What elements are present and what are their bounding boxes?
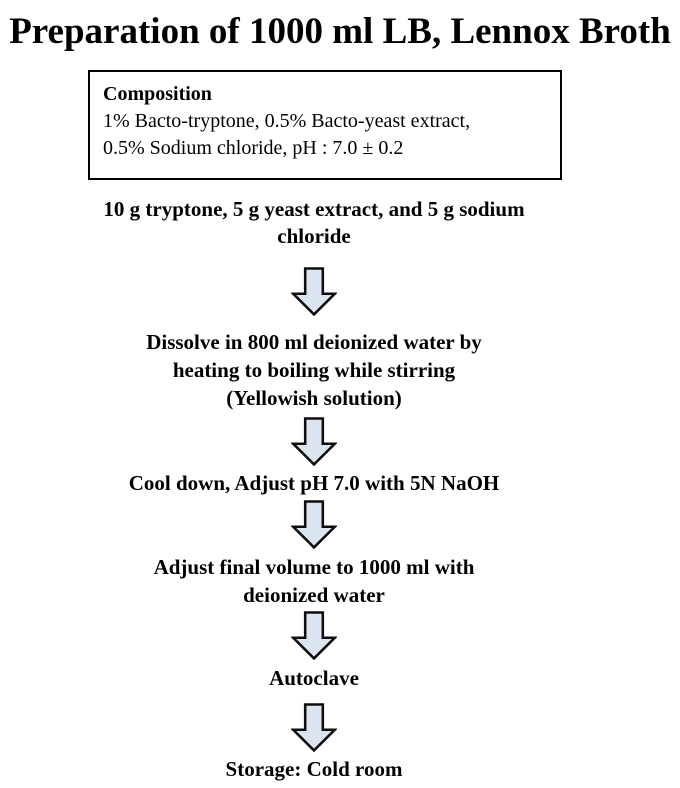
step-adjust-volume: [0, 553, 628, 609]
step-text-line: deionized water: [243, 583, 385, 607]
down-block-arrow-icon: [291, 417, 337, 466]
down-block-arrow-icon: [291, 267, 337, 316]
step-text-line: (Yellowish solution): [226, 386, 402, 410]
step-ingredients: [0, 196, 628, 250]
step-text-line: 10 g tryptone, 5 g yeast extract, and 5 g sodium: [103, 197, 525, 221]
step-text-line: Storage: Cold room: [225, 757, 403, 781]
step-text-line: Dissolve in 800 ml deionized water by: [146, 330, 482, 354]
down-block-arrow-icon: [291, 703, 337, 752]
step-adjust-ph: [0, 469, 628, 497]
composition-line-1: 1% Bacto-tryptone, 0.5% Bacto-yeast extract,: [103, 110, 471, 132]
page-title: Preparation of 1000 ml LB, Lennox Broth: [9, 11, 671, 52]
composition-heading: Composition: [103, 83, 212, 105]
step-text-line: heating to boiling while stirring: [172, 358, 456, 382]
down-block-arrow-icon: [291, 500, 337, 549]
composition-box: [88, 70, 562, 180]
down-block-arrow-icon: [291, 611, 337, 660]
step-dissolve: [0, 328, 628, 412]
step-autoclave: [0, 664, 628, 692]
step-text-line: Cool down, Adjust pH 7.0 with 5N NaOH: [128, 471, 500, 495]
step-text-line: chloride: [277, 224, 351, 248]
step-text-line: Adjust final volume to 1000 ml with: [153, 555, 475, 579]
step-storage: [0, 755, 628, 783]
step-text-line: Autoclave: [269, 666, 359, 690]
composition-line-2: 0.5% Sodium chloride, pH : 7.0 ± 0.2: [103, 137, 404, 159]
